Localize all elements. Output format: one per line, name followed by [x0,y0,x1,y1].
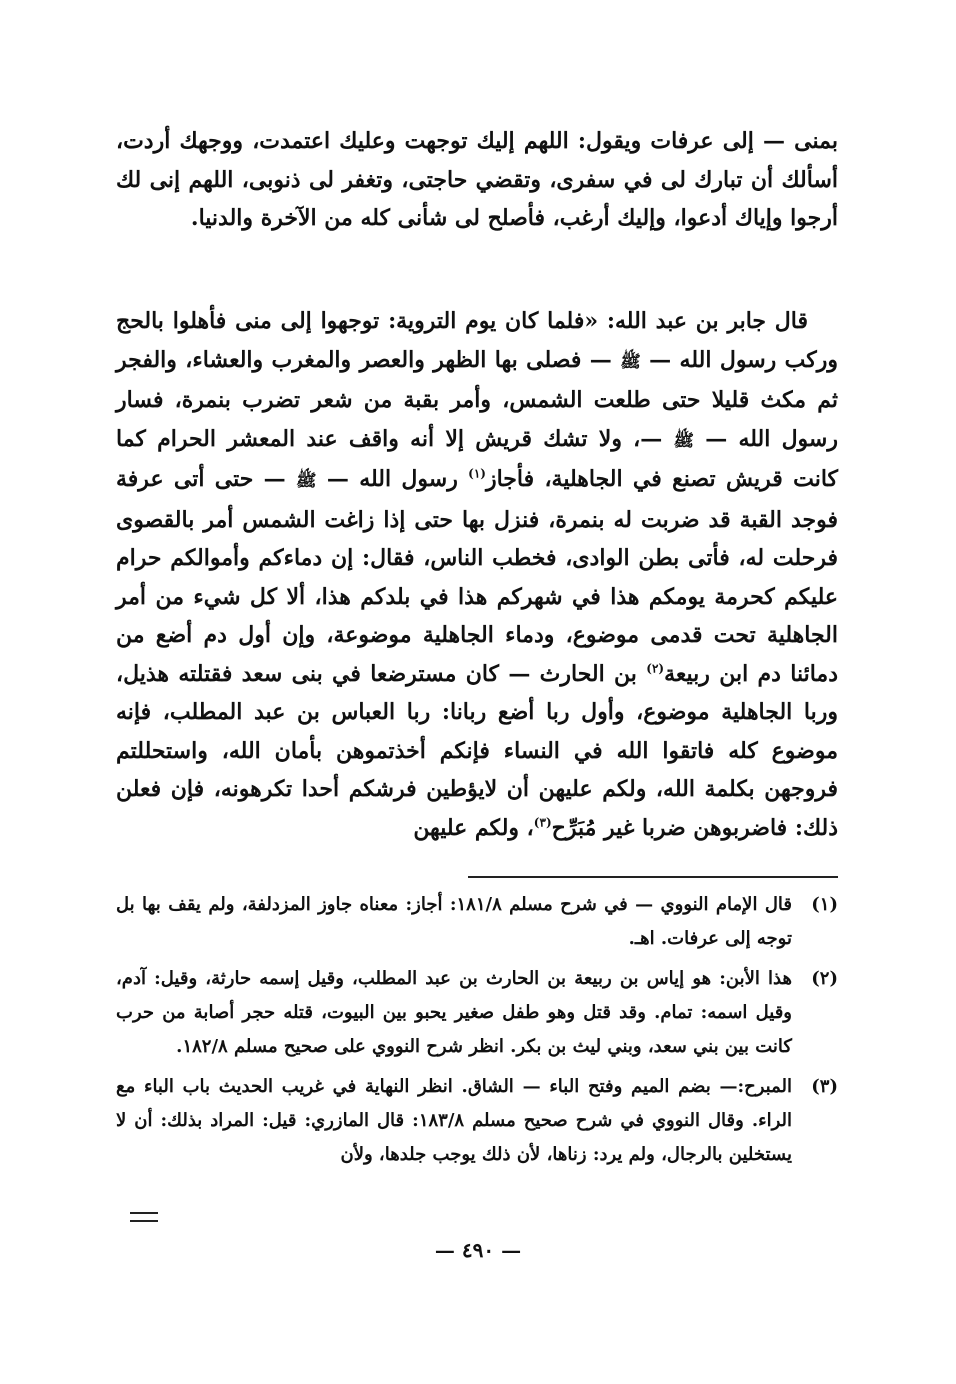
salla-glyph-1: ﷺ [620,351,641,372]
salla-glyph-3: ﷺ [296,471,317,491]
footnote-2 [116,962,838,1064]
continuation-mark [130,1212,158,1222]
footnotes-section [116,888,838,1178]
footnote-3 [116,1070,838,1172]
footnote-number: (١) [811,894,838,915]
page-number: — ٤٩٠ — [434,1238,522,1262]
paragraph-2-part-6: بن الحارث — كان مسترضعا في بنى سعد فقتلته هذيل، وربا الجاهلية موضوع، وأول ربا أضع ربانا: ربا العباس بن عبد المطلب، فإنه موضوع كله فاتقوا الله في النساء فإنكم أخذتموهن بأمان الله، واستحللتم فروجهن بكلمة الله، ولكم عليهن أن لايؤطين فرشكم أحدا تكرهونه، فإن فعلن ذلك: فاضربوهن ضربا غير مُبَرِّح [116,660,838,841]
paragraph-2-part-5: — حتى أتى عرفة فوجد القبة قد ضربت له بنمرة، فنزل بها حتى إذا زاغت الشمس أمر بالقصوى فرحلت له، فأتى بطن الوادى، فخطب الناس، فقال: إن دماءكم وأموالكم حرام عليكم كحرمة يومكم هذا في شهركم هذا في بلدكم هذا، ألا كل شيء من أمر الجاهلية تحت قدمى موضوع، ودماء الجاهلية موضوعة، وإن أول دم أضع من دمائنا دم ابن ربيعة [116,466,838,687]
footnote-text: المبرح:— بضم الميم وفتح الباء — الشاق. انظر النهاية في غريب الحديث باب الباء مع الراء. وقال النووي في شرح صحيح مسلم ١٨٣/٨: قال المازري: قيل: المراد بذلك: أن لا يستخلين بالرجال، ولم يرد: زناها، لأن ذلك يوجب جلدها، ولأن [116,1076,792,1165]
footnote-text: هذا الأبن: هو إياس بن ربيعة بن الحارث بن عبد المطلب، وقيل إسمه حارثة، وقيل: آدم، وقيل اسمه: تمام. وقد قتل وهو طفل صغير يحبو بين البيوت، قتله حجر أصابة من حرب كانت بين بني سعد، وبني ليث بن بكر. انظر شرح النووي على صحيح مسلم ١٨٢/٨. [116,968,792,1057]
paragraph-2-part-2: — فصلى بها الظهر والعصر والمغرب والعشاء، والفجر ثم مكث قليلا حتى طلعت الشمس، وأمر بقبة من شعر تضرب بنمرة، فسار رسول الله — [116,346,838,452]
footnote-number: (٣) [811,1076,838,1097]
footnote-1 [116,888,838,956]
paragraph-2-part-7: ، ولكم عليهن [413,814,534,841]
paragraph-2-part-4: رسول الله — [326,466,458,492]
paragraph-2-part-3: —، ولا تشك قريش إلا أنه واقف عند المعشر الحرام كما كانت قريش تصنع في الجاهلية، فأجاز [116,425,838,492]
footnote-separator [468,876,838,878]
body-paragraph-1: بمنى — إلى عرفات ويقول: اللهم إليك توجهت وعليك اعتمدت، ووجهك أردت، أسألك أن تبارك لى في سفرى، وتقضي حاجتى، وتغفر لى ذنوبى، اللهم إنى لك أرجوا وإياك أدعوا، وإليك أرغب، فأصلح لى شأنى كله من الآخرة والدنيا. [116,128,838,231]
footnote-number: (٢) [811,968,838,989]
paragraph-2-part-1: قال جابر بن عبد الله: «فلما كان يوم التروية: توجهوا إلى منى فأهلوا بالحج وركب رسول الله — [116,308,838,373]
salla-glyph-2: ﷺ [673,430,695,451]
body-paragraph-2 [116,302,838,847]
footnote-ref-2[interactable]: (٢) [646,661,665,676]
footnote-ref-1[interactable]: (١) [468,466,486,481]
footnote-ref-3[interactable]: (٣) [533,815,552,830]
footnote-text: قال الإمام النووي — في شرح مسلم ١٨١/٨: أجاز: معناه جاوز المزدلفة، ولم يقف بها بل توجه إلى عرفات. اهـ. [116,894,792,949]
